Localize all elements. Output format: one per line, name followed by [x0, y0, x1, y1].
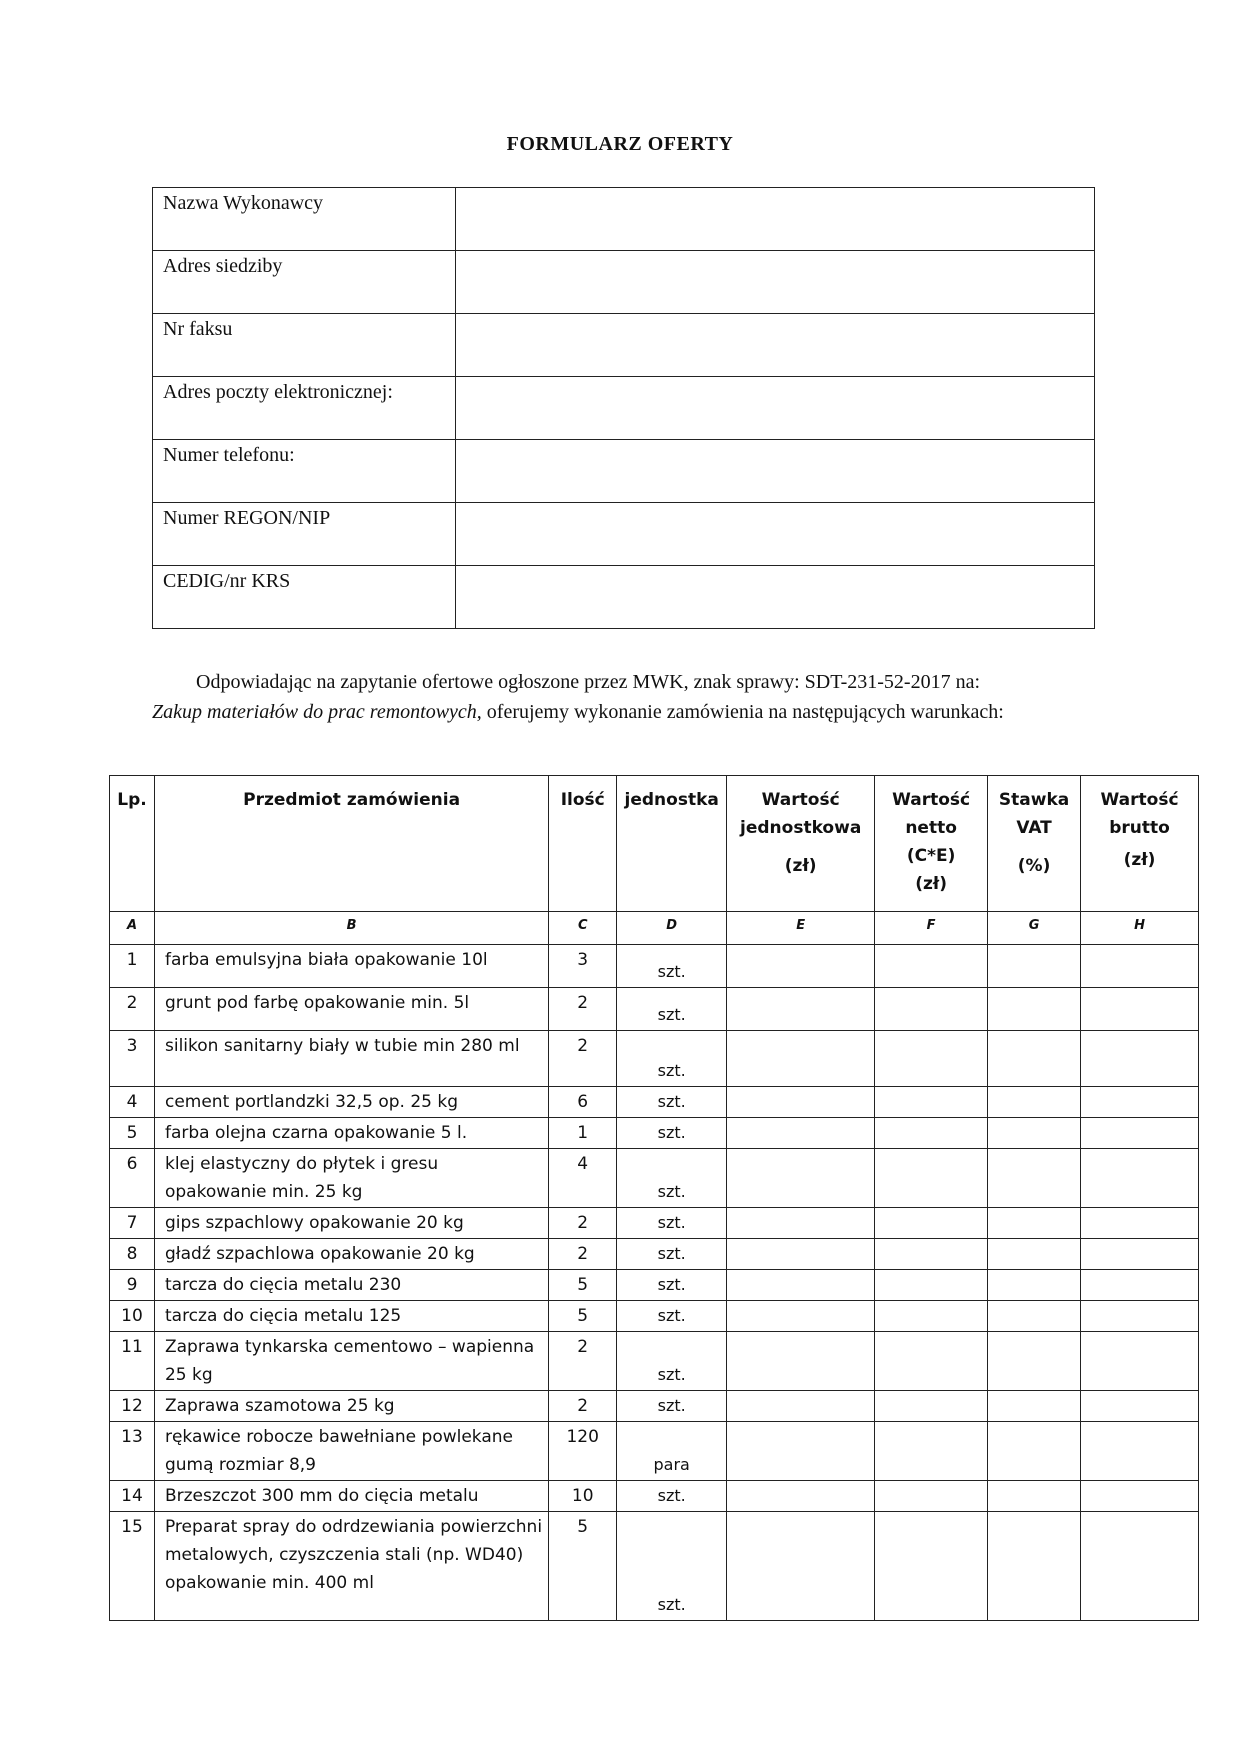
item-quantity: 2 — [549, 1239, 617, 1270]
header-net-l1: Wartość — [892, 790, 971, 810]
row-number: 3 — [110, 1031, 155, 1087]
item-unit: szt. — [617, 988, 727, 1031]
info-label: Adres poczty elektronicznej: — [153, 377, 456, 440]
item-name: tarcza do cięcia metalu 125 — [154, 1301, 548, 1332]
info-value-field[interactable] — [456, 503, 1095, 566]
item-quantity: 5 — [549, 1301, 617, 1332]
unit-value-cell[interactable] — [727, 1270, 875, 1301]
net-value-cell[interactable] — [875, 1481, 988, 1512]
item-quantity: 5 — [549, 1270, 617, 1301]
row-number: 7 — [110, 1208, 155, 1239]
vat-rate-cell[interactable] — [988, 1332, 1081, 1391]
unit-value-cell[interactable] — [727, 988, 875, 1031]
item-unit: szt. — [617, 1208, 727, 1239]
item-quantity: 3 — [549, 945, 617, 988]
item-quantity: 2 — [549, 1391, 617, 1422]
unit-value-cell[interactable] — [727, 1391, 875, 1422]
unit-value-cell[interactable] — [727, 1031, 875, 1087]
item-unit: szt. — [617, 1239, 727, 1270]
info-row — [153, 440, 1095, 503]
row-number: 8 — [110, 1239, 155, 1270]
item-unit: szt. — [617, 1087, 727, 1118]
table-row — [110, 1149, 1199, 1208]
info-row — [153, 377, 1095, 440]
item-quantity: 2 — [549, 1031, 617, 1087]
item-unit: para — [617, 1422, 727, 1481]
table-row — [110, 1512, 1199, 1621]
column-letter: F — [875, 912, 988, 945]
net-value-cell[interactable] — [875, 1208, 988, 1239]
table-row — [110, 1391, 1199, 1422]
gross-value-cell[interactable] — [1081, 1087, 1199, 1118]
vat-rate-cell[interactable] — [988, 1512, 1081, 1621]
item-unit: szt. — [617, 1481, 727, 1512]
column-letter: D — [617, 912, 727, 945]
header-vat-l1: Stawka — [998, 790, 1070, 810]
vat-rate-cell[interactable] — [988, 1481, 1081, 1512]
header-vat-l2: VAT — [1016, 818, 1052, 838]
info-row — [153, 566, 1095, 629]
item-name: klej elastyczny do płytek i gresu opakowanie min. 25 kg — [154, 1149, 548, 1208]
vat-rate-cell[interactable] — [988, 1031, 1081, 1087]
info-value-field[interactable] — [456, 440, 1095, 503]
table-row — [110, 1087, 1199, 1118]
header-item: Przedmiot zamówienia — [154, 776, 548, 912]
item-unit: szt. — [617, 1118, 727, 1149]
contractor-info-table — [152, 187, 1095, 629]
gross-value-cell[interactable] — [1081, 1208, 1199, 1239]
item-name: Zaprawa szamotowa 25 kg — [154, 1391, 548, 1422]
unit-value-cell[interactable] — [727, 1422, 875, 1481]
vat-rate-cell[interactable] — [988, 1301, 1081, 1332]
header-unit-value-l3: (zł) — [784, 856, 817, 876]
info-value-field[interactable] — [456, 566, 1095, 629]
column-letter: E — [727, 912, 875, 945]
row-number: 2 — [110, 988, 155, 1031]
info-row — [153, 503, 1095, 566]
info-row — [153, 251, 1095, 314]
info-label: Numer REGON/NIP — [153, 503, 456, 566]
vat-rate-cell[interactable] — [988, 1087, 1081, 1118]
header-unit-value-l2: jednostkowa — [740, 818, 862, 838]
intro-paragraph — [152, 667, 1095, 727]
header-net-l3: (C*E) — [906, 846, 956, 866]
row-number: 6 — [110, 1149, 155, 1208]
gross-value-cell[interactable] — [1081, 1332, 1199, 1391]
header-unit-value — [727, 776, 875, 912]
row-number: 4 — [110, 1087, 155, 1118]
column-letter: H — [1081, 912, 1199, 945]
header-gross-l3: (zł) — [1123, 850, 1156, 870]
net-value-cell[interactable] — [875, 945, 988, 988]
vat-rate-cell[interactable] — [988, 1208, 1081, 1239]
info-value-field[interactable] — [456, 251, 1095, 314]
item-unit: szt. — [617, 945, 727, 988]
unit-value-cell[interactable] — [727, 1332, 875, 1391]
vat-rate-cell[interactable] — [988, 1422, 1081, 1481]
unit-value-cell[interactable] — [727, 1118, 875, 1149]
net-value-cell[interactable] — [875, 1270, 988, 1301]
item-unit: szt. — [617, 1391, 727, 1422]
vat-rate-cell[interactable] — [988, 1391, 1081, 1422]
table-row — [110, 1422, 1199, 1481]
info-row — [153, 314, 1095, 377]
info-row — [153, 188, 1095, 251]
order-items-table — [109, 775, 1199, 1621]
item-name: Zaprawa tynkarska cementowo – wapienna 25 kg — [154, 1332, 548, 1391]
table-row — [110, 1208, 1199, 1239]
item-quantity: 10 — [549, 1481, 617, 1512]
net-value-cell[interactable] — [875, 1087, 988, 1118]
net-value-cell[interactable] — [875, 1512, 988, 1621]
item-quantity: 1 — [549, 1118, 617, 1149]
table-row — [110, 945, 1199, 988]
row-number: 13 — [110, 1422, 155, 1481]
gross-value-cell[interactable] — [1081, 1031, 1199, 1087]
row-number: 5 — [110, 1118, 155, 1149]
gross-value-cell[interactable] — [1081, 1512, 1199, 1621]
item-quantity: 2 — [549, 988, 617, 1031]
item-name: rękawice robocze bawełniane powlekane gumą rozmiar 8,9 — [154, 1422, 548, 1481]
gross-value-cell[interactable] — [1081, 945, 1199, 988]
table-row — [110, 1481, 1199, 1512]
gross-value-cell[interactable] — [1081, 1149, 1199, 1208]
table-row — [110, 1031, 1199, 1087]
net-value-cell[interactable] — [875, 1301, 988, 1332]
net-value-cell[interactable] — [875, 1332, 988, 1391]
vat-rate-cell[interactable] — [988, 1149, 1081, 1208]
unit-value-cell[interactable] — [727, 1481, 875, 1512]
item-quantity: 2 — [549, 1208, 617, 1239]
item-quantity: 2 — [549, 1332, 617, 1391]
header-net-l2: netto — [905, 818, 957, 838]
info-value-field[interactable] — [456, 377, 1095, 440]
net-value-cell[interactable] — [875, 1239, 988, 1270]
gross-value-cell[interactable] — [1081, 988, 1199, 1031]
header-unit-value-l1: Wartość — [761, 790, 840, 810]
table-row — [110, 1301, 1199, 1332]
header-lp: Lp. — [110, 776, 155, 912]
net-value-cell[interactable] — [875, 1391, 988, 1422]
item-name: cement portlandzki 32,5 op. 25 kg — [154, 1087, 548, 1118]
header-gross-l2: brutto — [1109, 818, 1170, 838]
item-name: grunt pod farbę opakowanie min. 5l — [154, 988, 548, 1031]
vat-rate-cell[interactable] — [988, 1270, 1081, 1301]
info-label: Adres siedziby — [153, 251, 456, 314]
row-number: 10 — [110, 1301, 155, 1332]
gross-value-cell[interactable] — [1081, 1422, 1199, 1481]
item-unit: szt. — [617, 1270, 727, 1301]
vat-rate-cell[interactable] — [988, 1118, 1081, 1149]
item-quantity: 6 — [549, 1087, 617, 1118]
net-value-cell[interactable] — [875, 1149, 988, 1208]
column-letter: C — [549, 912, 617, 945]
item-name: gips szpachlowy opakowanie 20 kg — [154, 1208, 548, 1239]
item-name: gładź szpachlowa opakowanie 20 kg — [154, 1239, 548, 1270]
unit-value-cell[interactable] — [727, 1208, 875, 1239]
item-unit: szt. — [617, 1031, 727, 1087]
item-name: silikon sanitarny biały w tubie min 280 ml — [154, 1031, 548, 1087]
row-number: 14 — [110, 1481, 155, 1512]
unit-value-cell[interactable] — [727, 1087, 875, 1118]
gross-value-cell[interactable] — [1081, 1118, 1199, 1149]
info-value-field[interactable] — [456, 314, 1095, 377]
vat-rate-cell[interactable] — [988, 1239, 1081, 1270]
unit-value-cell[interactable] — [727, 1149, 875, 1208]
unit-value-cell[interactable] — [727, 1512, 875, 1621]
gross-value-cell[interactable] — [1081, 1301, 1199, 1332]
item-name: farba emulsyjna biała opakowanie 10l — [154, 945, 548, 988]
header-vat-l3: (%) — [1017, 856, 1051, 876]
item-quantity: 120 — [549, 1422, 617, 1481]
item-unit: szt. — [617, 1512, 727, 1621]
gross-value-cell[interactable] — [1081, 1481, 1199, 1512]
vat-rate-cell[interactable] — [988, 945, 1081, 988]
item-unit: szt. — [617, 1149, 727, 1208]
row-number: 12 — [110, 1391, 155, 1422]
info-label: Nazwa Wykonawcy — [153, 188, 456, 251]
vat-rate-cell[interactable] — [988, 988, 1081, 1031]
gross-value-cell[interactable] — [1081, 1391, 1199, 1422]
column-letter: G — [988, 912, 1081, 945]
item-unit: szt. — [617, 1332, 727, 1391]
header-net-l4: (zł) — [915, 874, 947, 894]
gross-value-cell[interactable] — [1081, 1270, 1199, 1301]
item-name: Preparat spray do odrdzewiania powierzchni metalowych, czyszczenia stali (np. WD40) opakowanie min. 400 ml — [154, 1512, 548, 1621]
column-letter: A — [110, 912, 155, 945]
unit-value-cell[interactable] — [727, 945, 875, 988]
form-title: FORMULARZ OFERTY — [506, 133, 734, 155]
row-number: 11 — [110, 1332, 155, 1391]
table-row — [110, 1239, 1199, 1270]
row-number: 1 — [110, 945, 155, 988]
row-number: 15 — [110, 1512, 155, 1621]
row-number: 9 — [110, 1270, 155, 1301]
header-gross-value — [1081, 776, 1199, 912]
info-label: Numer telefonu: — [153, 440, 456, 503]
item-name: farba olejna czarna opakowanie 5 l. — [154, 1118, 548, 1149]
intro-subject: Zakup materiałów do prac remontowych, — [152, 701, 482, 723]
item-unit: szt. — [617, 1301, 727, 1332]
net-value-cell[interactable] — [875, 1118, 988, 1149]
table-row — [110, 1332, 1199, 1391]
item-quantity: 5 — [549, 1512, 617, 1621]
header-vat — [988, 776, 1081, 912]
net-value-cell[interactable] — [875, 988, 988, 1031]
net-value-cell[interactable] — [875, 1422, 988, 1481]
gross-value-cell[interactable] — [1081, 1239, 1199, 1270]
intro-line-1: Odpowiadając na zapytanie ofertowe ogłoszone przez MWK, znak sprawy: SDT-231-52-2017 na: — [196, 671, 981, 693]
item-name: Brzeszczot 300 mm do cięcia metalu — [154, 1481, 548, 1512]
header-unit: jednostka — [617, 776, 727, 912]
column-letter: B — [154, 912, 548, 945]
header-net-value — [875, 776, 988, 912]
unit-value-cell[interactable] — [727, 1301, 875, 1332]
info-value-field[interactable] — [456, 188, 1095, 251]
table-row — [110, 1118, 1199, 1149]
item-quantity: 4 — [549, 1149, 617, 1208]
info-label: CEDIG/nr KRS — [153, 566, 456, 629]
column-letters-row — [110, 912, 1199, 945]
net-value-cell[interactable] — [875, 1031, 988, 1087]
intro-line-2: oferujemy wykonanie zamówienia na następujących warunkach: — [486, 701, 1004, 723]
info-label: Nr faksu — [153, 314, 456, 377]
header-qty: Ilość — [549, 776, 617, 912]
unit-value-cell[interactable] — [727, 1239, 875, 1270]
table-row — [110, 988, 1199, 1031]
table-header-row — [110, 776, 1199, 912]
item-name: tarcza do cięcia metalu 230 — [154, 1270, 548, 1301]
header-gross-l1: Wartość — [1100, 790, 1179, 810]
table-row — [110, 1270, 1199, 1301]
